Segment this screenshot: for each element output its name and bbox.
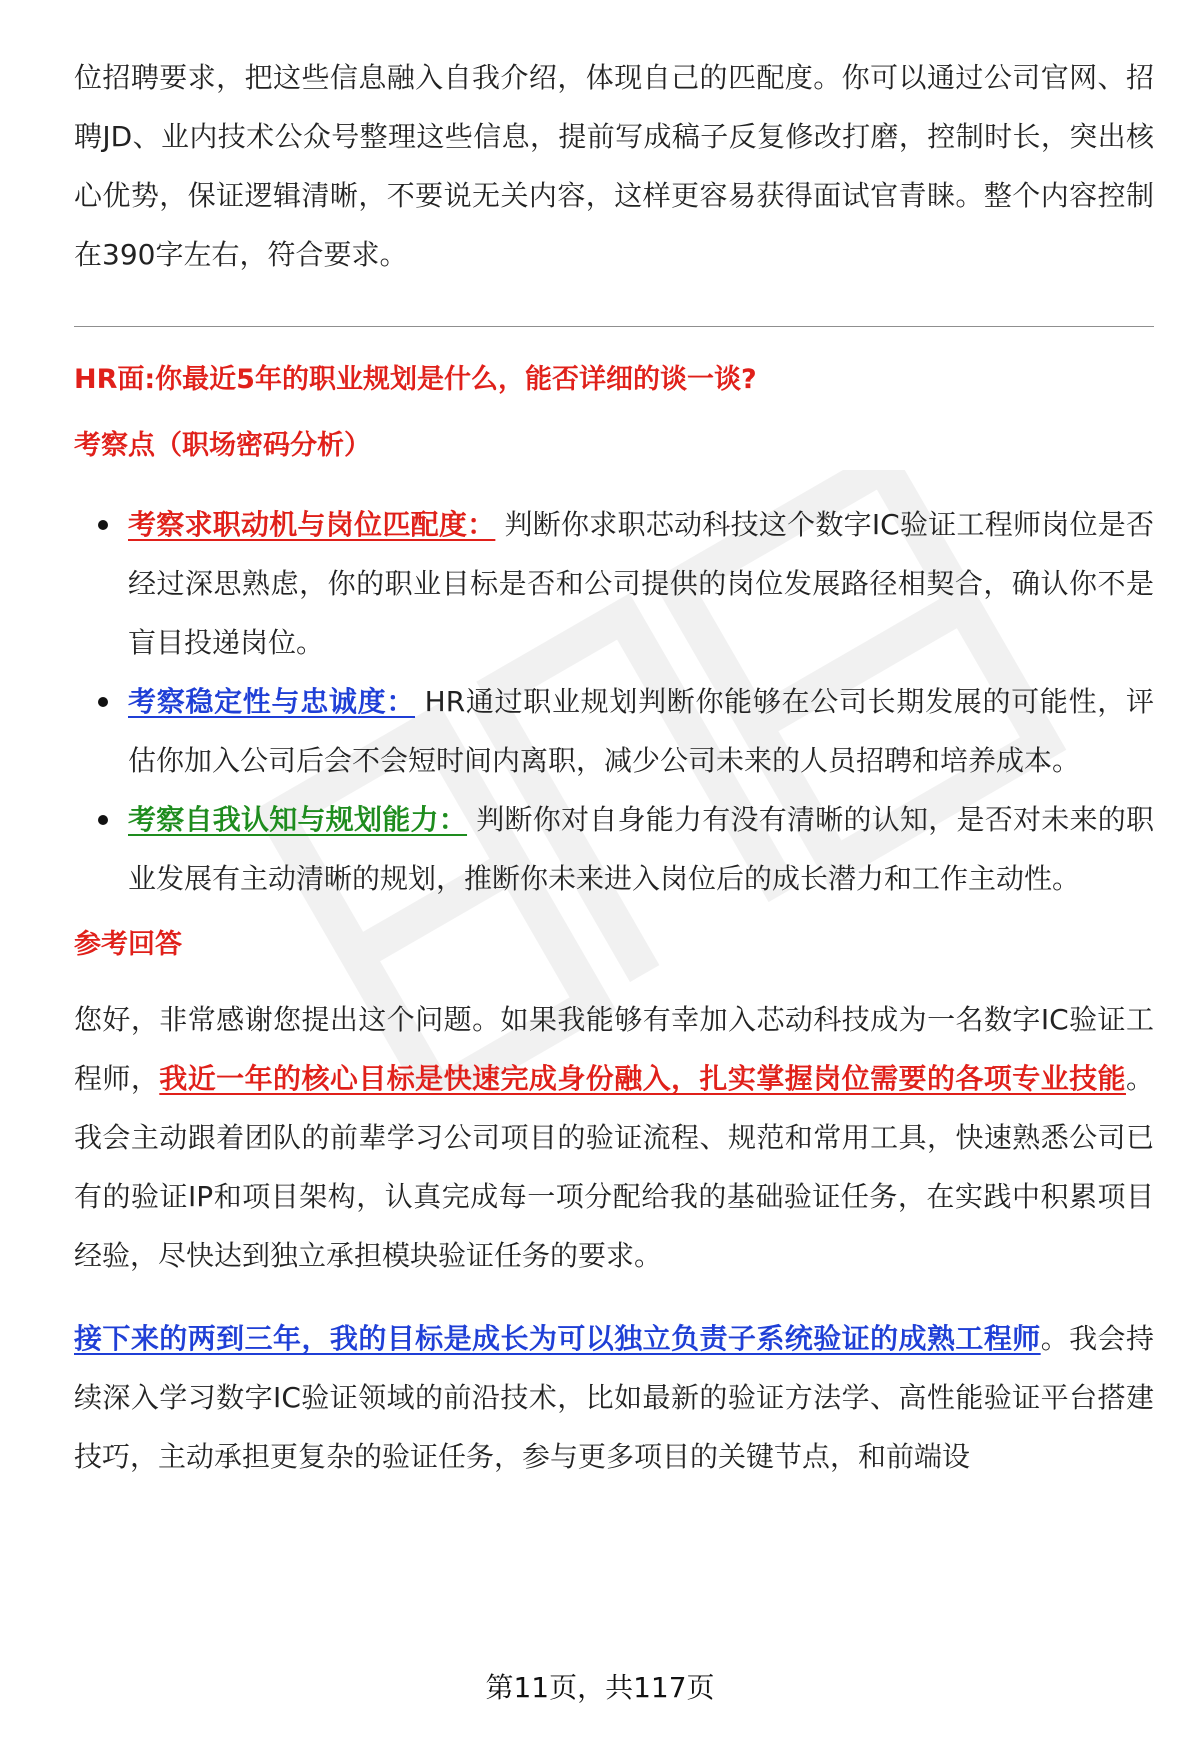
answer-text: 。我会持续深入学习数字IC验证领域的前沿技术，比如最新的验证方法学、高性能验证平台搭建技巧，主动承担更复杂的验证任务，参与更多项目的关键节点，和前端设 [74,1322,1154,1473]
section-divider [74,326,1154,327]
point-text: 判断你对自身能力有没有清晰的认知，是否对未来的职业发展有主动清晰的规划，推断你未来进入岗位后的成长潜力和工作主动性。 [128,803,1154,895]
answer-paragraph [74,990,1154,1285]
answer-highlight: 我近一年的核心目标是快速完成身份融入，扎实掌握岗位需要的各项专业技能 [159,1062,1126,1095]
bullet-icon [98,697,108,707]
point-text: 判断你求职芯动科技这个数字IC验证工程师岗位是否经过深思熟虑，你的职业目标是否和公司提供的岗位发展路径相契合，确认你不是盲目投递岗位。 [128,508,1155,659]
bullet-icon [98,815,108,825]
question-title: HR面:你最近5年的职业规划是什么，能否详细的谈一谈? [74,364,757,395]
point-text: HR通过职业规划判断你能够在公司长期发展的可能性，评估你加入公司后会不会短时间内离职，减少公司未来的人员招聘和培养成本。 [128,685,1154,777]
answer-text: 您好，非常感谢您提出这个问题。如果我能够有幸加入芯动科技成为一名数字IC验证工程师， [74,1003,1154,1095]
point-key: 考察求职动机与岗位匹配度： [128,508,496,541]
list-item [74,495,1154,672]
list-item [74,672,1154,790]
analysis-points [74,495,1154,908]
analysis-heading: 考察点（职场密码分析） [74,430,371,461]
answer-paragraph [74,1309,1154,1486]
page-number: 第11页，共117页 [485,1671,715,1704]
point-key: 考察自我认知与规划能力： [128,803,468,836]
answer-text: 。我会主动跟着团队的前辈学习公司项目的验证流程、规范和常用工具，快速熟悉公司已有的验证IP和项目架构，认真完成每一项分配给我的基础验证任务，在实践中积累项目经验，尽快达到独立承担模块验证任务的要求。 [74,1062,1154,1272]
bullet-icon [98,520,108,530]
list-item [74,790,1154,908]
answer-heading: 参考回答 [74,929,182,960]
intro-paragraph: 位招聘要求，把这些信息融入自我介绍，体现自己的匹配度。你可以通过公司官网、招聘JD、业内技术公众号整理这些信息，提前写成稿子反复修改打磨，控制时长，突出核心优势，保证逻辑清晰，不要说无关内容，这样更容易获得面试官青睐。整个内容控制在390字左右，符合要求。 [74,61,1154,271]
point-key: 考察稳定性与忠诚度： [128,685,416,718]
answer-highlight: 接下来的两到三年，我的目标是成长为可以独立负责子系统验证的成熟工程师 [74,1322,1041,1355]
